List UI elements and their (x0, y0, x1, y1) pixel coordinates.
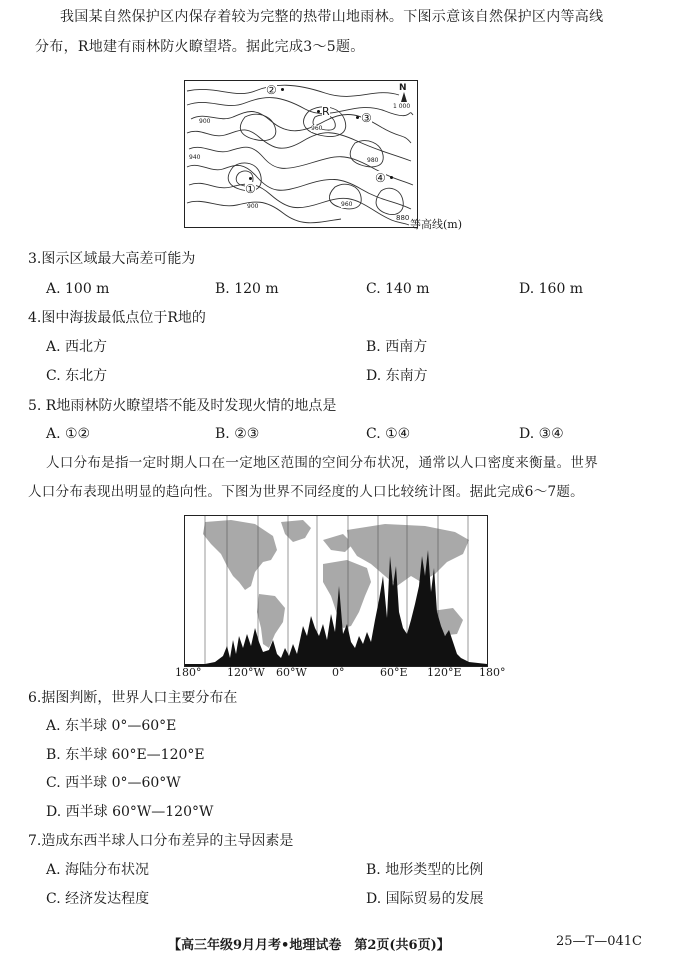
contour-label: 1 000 (393, 103, 411, 110)
point-2-label: ② (266, 83, 277, 97)
q6-option-c: C. 西半球 0°—60°W (46, 775, 181, 791)
tick-120e: 120°E (427, 666, 462, 679)
tick-60w: 60°W (276, 666, 307, 679)
north-label: N (399, 83, 407, 93)
point-3-label: ③ (361, 111, 372, 125)
q6-stem: 6.据图判断，世界人口主要分布在 (28, 690, 238, 706)
tick-120w: 120°W (227, 666, 265, 679)
contour-label: 940 (189, 154, 201, 161)
point-3-dot (356, 116, 359, 119)
q6-option-b: B. 东半球 60°E—120°E (46, 747, 205, 763)
q4-option-c: C. 东北方 (46, 368, 108, 384)
legend-text: 等高线(m) (410, 218, 463, 231)
point-4-dot (390, 176, 393, 179)
q4-option-a: A. 西北方 (46, 339, 108, 355)
q4-option-d: D. 东南方 (366, 368, 428, 384)
legend-sample-value: 880 (396, 214, 410, 222)
contour-label: 980 (367, 157, 379, 164)
q7-option-a: A. 海陆分布状况 (46, 862, 150, 878)
q4-option-b: B. 西南方 (366, 339, 428, 355)
point-2-dot (281, 88, 284, 91)
tick-60e: 60°E (380, 666, 408, 679)
passage2-line1: 人口分布是指一定时期人口在一定地区范围的空间分布状况，通常以人口密度来衡量。世界 (46, 455, 598, 471)
q6-option-a: A. 东半球 0°—60°E (46, 718, 177, 734)
tick-180w: 180° (175, 666, 202, 679)
point-R-label: R (322, 105, 330, 118)
point-1-dot (249, 177, 252, 180)
q6-option-d: D. 西半球 60°W—120°W (46, 804, 214, 820)
contour-label: 900 (247, 203, 259, 210)
contour-map (184, 80, 418, 228)
q7-option-c: C. 经济发达程度 (46, 891, 150, 907)
passage2-line2: 人口分布表现出明显的趋向性。下图为世界不同经度的人口比较统计图。据此完成6～7题。 (28, 484, 584, 500)
q3-option-c: C. 140 m (366, 281, 430, 297)
q5-stem: 5. R地雨林防火瞭望塔不能及时发现火情的地点是 (28, 398, 337, 414)
point-4-label: ④ (375, 171, 386, 185)
world-chart-svg (185, 516, 487, 666)
passage1-line2: 分布，R地建有雨林防火瞭望塔。据此完成3～5题。 (35, 39, 365, 55)
contour-label: 960 (311, 125, 323, 132)
q3-option-a: A. 100 m (46, 281, 110, 297)
q4-stem: 4.图中海拔最低点位于R地的 (28, 310, 206, 326)
world-population-chart (184, 515, 488, 667)
q5-option-b: B. ②③ (215, 426, 260, 442)
q7-stem: 7.造成东西半球人口分布差异的主导因素是 (28, 833, 294, 849)
q5-option-c: C. ①④ (366, 426, 411, 442)
q3-option-b: B. 120 m (215, 281, 279, 297)
footer-title: 【高三年级9月月考•地理试卷 第2页(共6页)】 (168, 938, 450, 953)
q3-stem: 3.图示区域最大高差可能为 (28, 251, 196, 267)
tick-180e: 180° (479, 666, 506, 679)
tick-0: 0° (332, 666, 345, 679)
q5-option-d: D. ③④ (519, 426, 564, 442)
contour-lines (185, 81, 417, 227)
point-R-dot (317, 110, 320, 113)
footer-code: 25—T—041C (556, 934, 642, 949)
q3-option-d: D. 160 m (519, 281, 584, 297)
q5-option-a: A. ①② (46, 426, 91, 442)
contour-label: 900 (199, 118, 211, 125)
q7-option-d: D. 国际贸易的发展 (366, 891, 484, 907)
point-1-label: ① (245, 182, 256, 196)
contour-label: 960 (341, 201, 353, 208)
passage1-line1: 我国某自然保护区内保存着较为完整的热带山地雨林。下图示意该自然保护区内等高线 (60, 9, 604, 25)
north-arrow-icon (401, 92, 407, 102)
q7-option-b: B. 地形类型的比例 (366, 862, 484, 878)
